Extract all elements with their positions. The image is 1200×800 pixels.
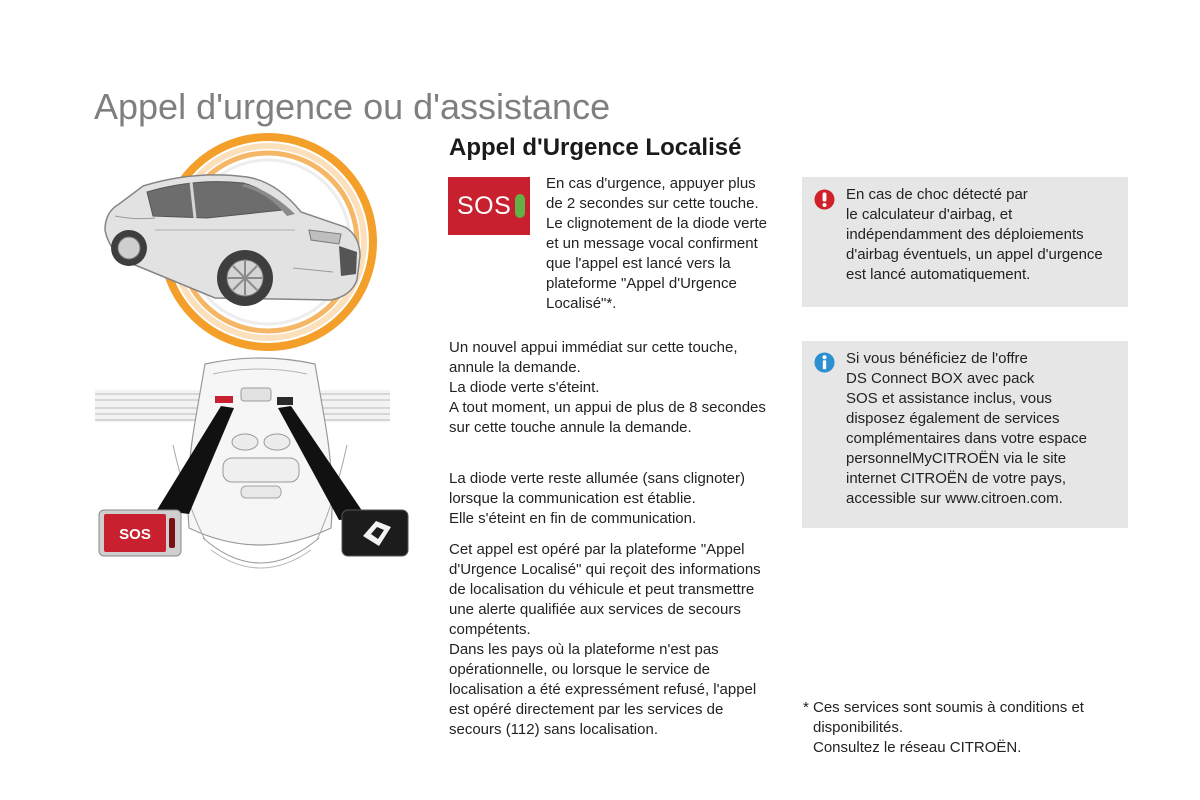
console-sos-label: SOS xyxy=(119,526,151,543)
small-ds-button xyxy=(277,397,293,405)
led-status-paragraph: La diode verte reste allumée (sans clignoter) lorsque la communication est établie. Elle s'éteint en fin de communication. xyxy=(449,470,745,527)
overhead-console-illustration xyxy=(95,350,415,590)
console-ds-button xyxy=(342,510,408,556)
console-sos-led xyxy=(169,518,175,548)
small-sos-button xyxy=(215,396,233,403)
car-rear-wheel xyxy=(111,230,147,266)
console-sos-button xyxy=(99,510,181,556)
warning-note xyxy=(802,177,1128,307)
sos-button-icon xyxy=(448,177,530,235)
platform-paragraph: Cet appel est opéré par la plateforme "Appel d'Urgence Localisé" qui reçoit des informations de localisation du véhicule et peut transmettre une alerte qualifiée aux services de secours compétents. Dans les pays où la plateforme n'est pas opérationnelle, ou lorsque le service de localisation a été expressément refusé, l'appel est opéré directement par les services de secours (112) sans localisation. xyxy=(449,541,761,738)
info-note-text: Si vous bénéficiez de l'offre DS Connect BOX avec pack SOS et assistance inclus, vous disposez également de services complémentaires dans votre espace personnelMyCITROËN via le site internet CITROËN de votre pays, accessible sur www.citroen.com. xyxy=(846,350,1087,507)
green-led-icon xyxy=(515,194,525,218)
intro-text: En cas d'urgence, appuyer plus de 2 secondes sur cette touche. Le clignotement de la diode verte et un message vocal confirment que l'appel est lancé vers la plateforme "Appel d'Urgence Localisé"*. xyxy=(546,175,767,312)
info-icon xyxy=(814,352,835,373)
info-note xyxy=(802,341,1128,528)
sos-button-label: SOS xyxy=(457,192,512,220)
section-heading: Appel d'Urgence Localisé xyxy=(449,134,742,161)
page-title: Appel d'urgence ou d'assistance xyxy=(94,86,611,127)
warning-note-text: En cas de choc détecté par le calculateur d'airbag, et indépendamment des déploiements d'airbag éventuels, un appel d'urgence est lancé automatiquement. xyxy=(846,186,1103,283)
car-emergency-signal-illustration xyxy=(95,130,395,355)
airbag-warning-icon xyxy=(814,189,835,210)
cancel-paragraph: Un nouvel appui immédiat sur cette touche, annule la demande. La diode verte s'éteint. A tout moment, un appui de plus de 8 secondes sur cette touche annule la demande. xyxy=(449,339,766,436)
car-front-wheel xyxy=(217,250,273,306)
footnote: * Ces services sont soumis à conditions et disponibilités. Consultez le réseau CITROËN. xyxy=(803,699,1084,756)
